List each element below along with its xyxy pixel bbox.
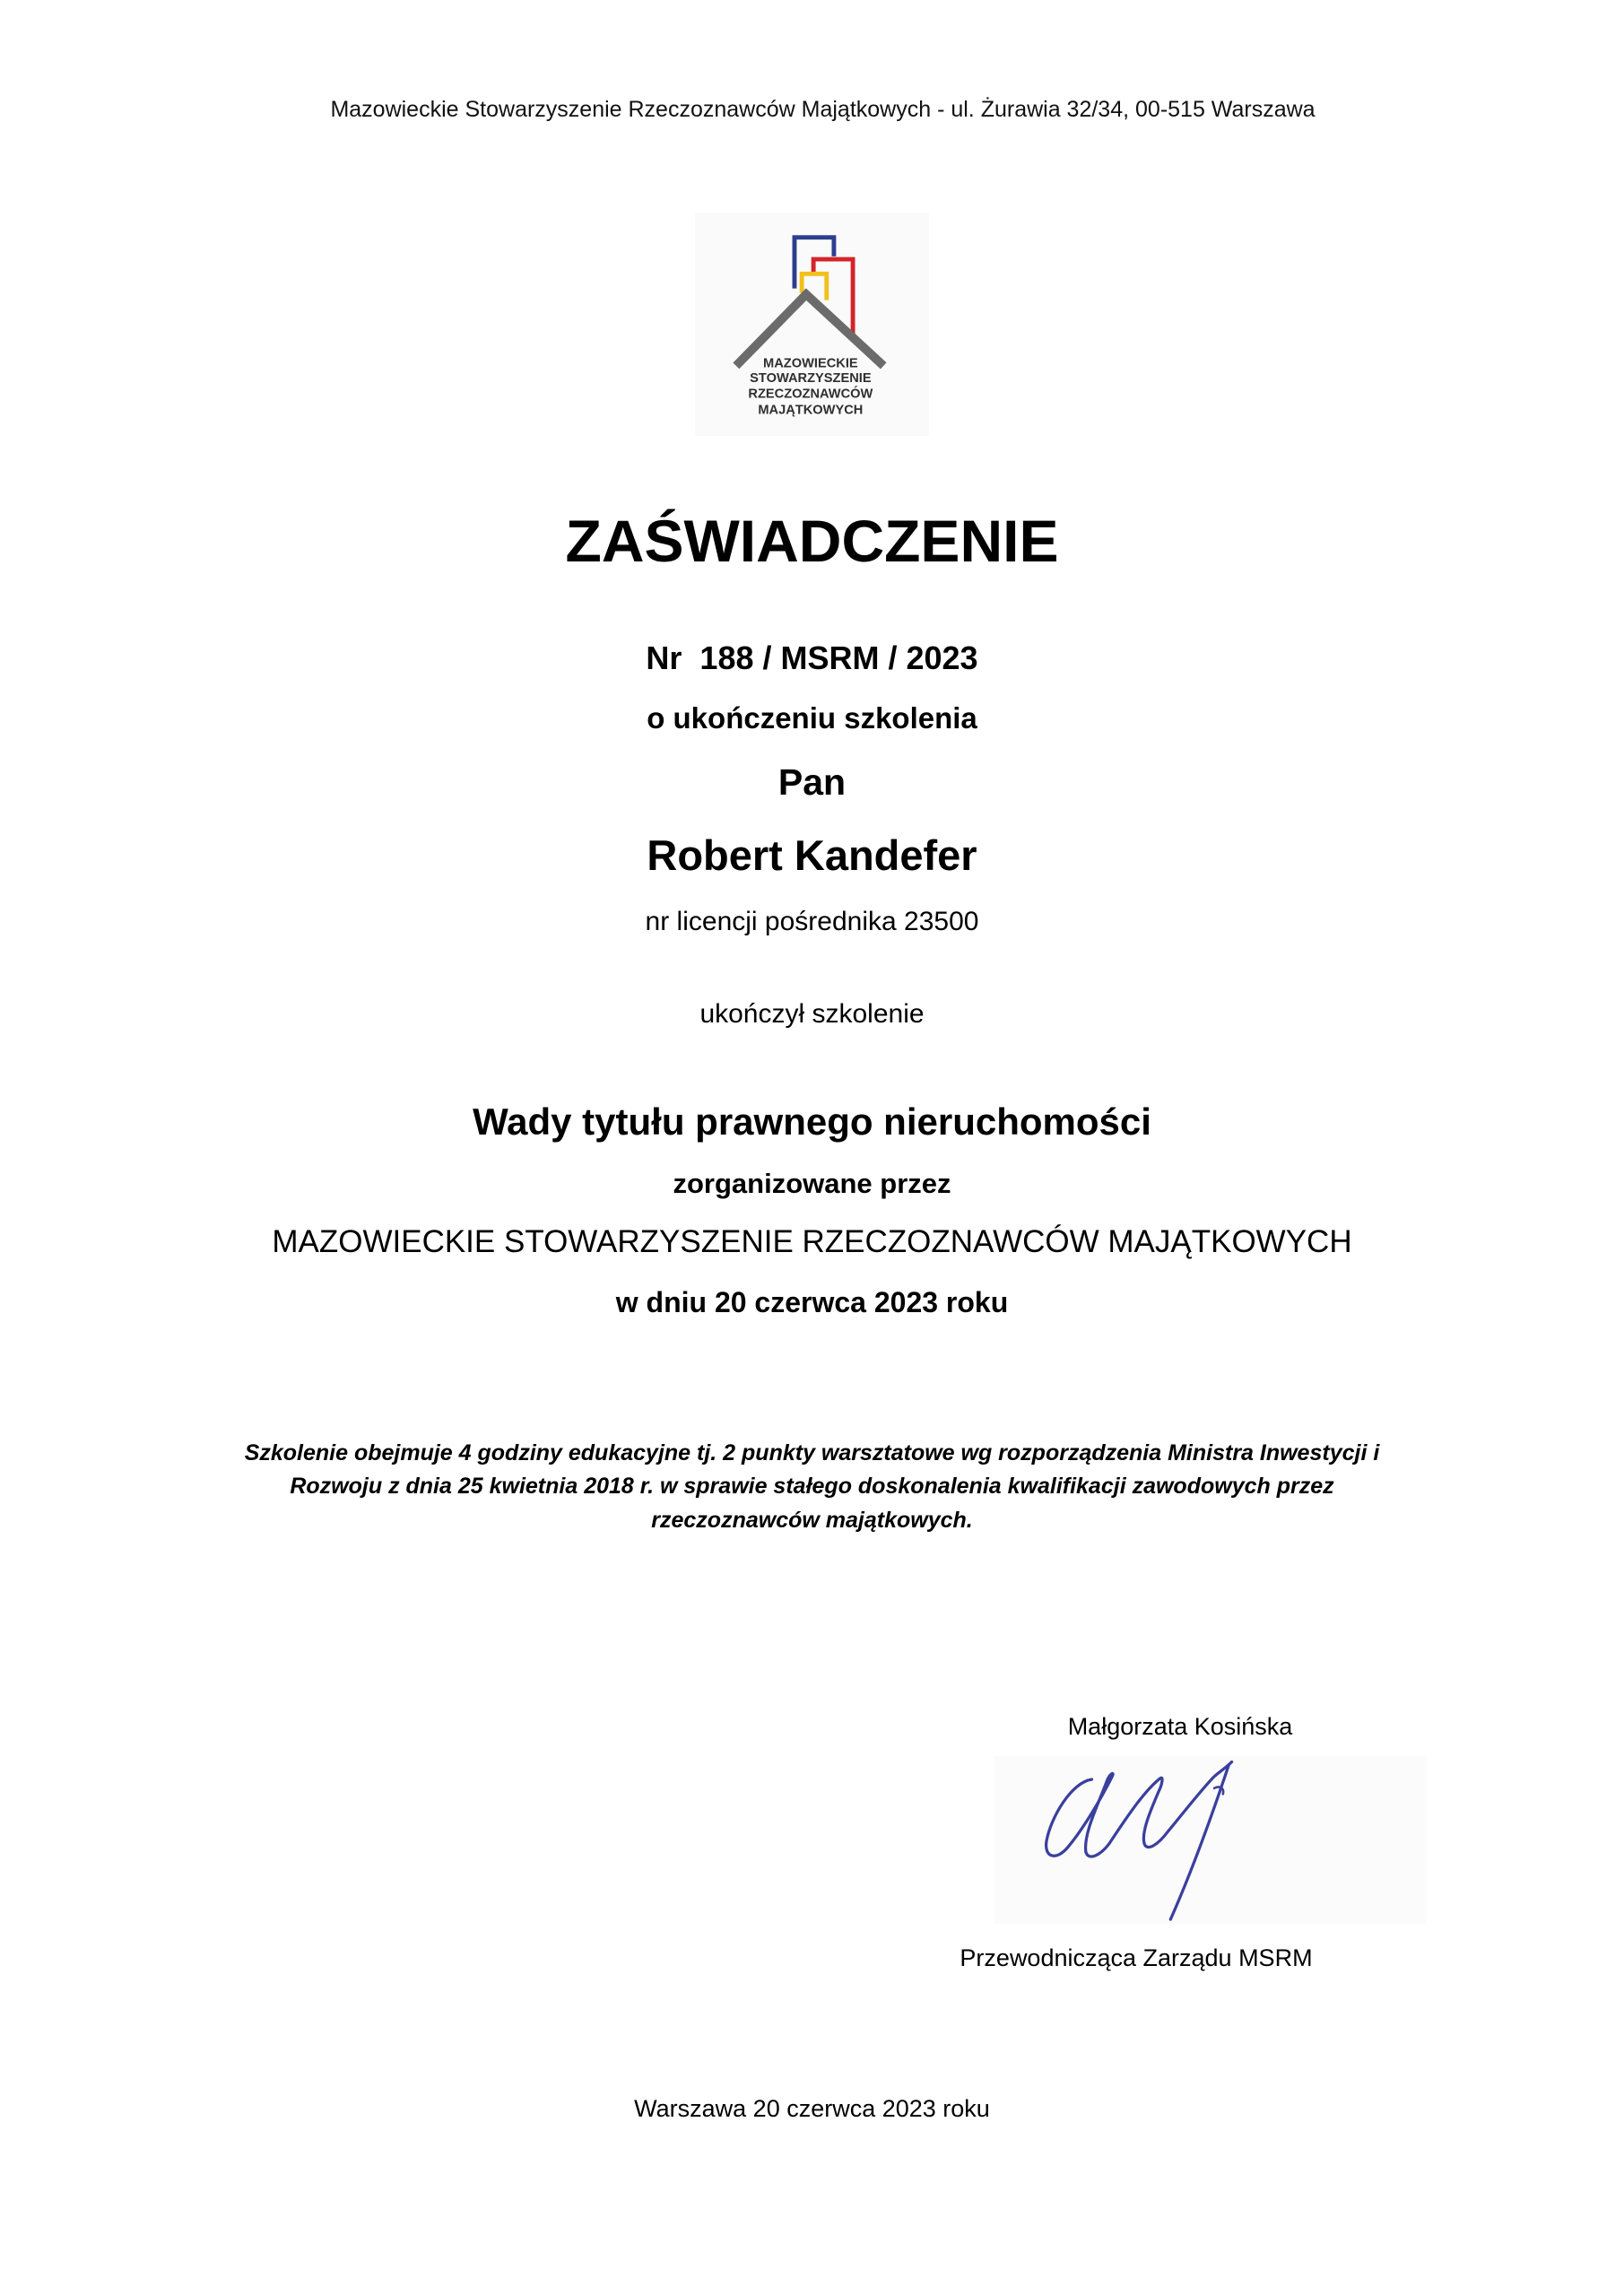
course-title: Wady tytułu prawnego nieruchomości [473,1100,1151,1143]
logo-text-line: MAJĄTKOWYCH [758,403,864,418]
organization-logo [695,213,929,436]
training-date: w dniu 20 czerwca 2023 roku [615,1286,1009,1318]
organizer-name: MAZOWIECKIE STOWARZYSZENIE RZECZOZNAWCÓW MAJĄTKOWYCH [272,1224,1352,1259]
signature-graphic [994,1756,1427,1924]
certificate-number: Nr 188 / MSRM / 2023 [646,639,978,676]
organized-by-label: zorganizowane przez [673,1168,951,1199]
completion-statement: ukończył szkolenie [699,999,925,1029]
training-note-line: rzeczoznawców majątkowych. [651,1508,973,1533]
logo-graphic [695,213,929,436]
certificate-title: ZAŚWIADCZENIE [565,508,1059,574]
signer-title: Przewodnicząca Zarządu MSRM [960,1944,1313,1971]
recipient-license: nr licencji pośrednika 23500 [645,907,979,936]
recipient-name: Robert Kandefer [647,831,977,879]
handwritten-signature [994,1756,1427,1924]
organization-address: Mazowieckie Stowarzyszenie Rzeczoznawców Majątkowych - ul. Żurawia 32/34, 00-515 Warszawa [330,97,1316,122]
training-note-line: Szkolenie obejmuje 4 godziny edukacyjne tj. 2 punkty warsztatowe wg rozporządzenia Ministra Inwestycji i [244,1440,1380,1465]
recipient-salutation: Pan [777,761,847,803]
logo-text-line: STOWARZYSZENIE [750,370,872,386]
logo-text-line: MAZOWIECKIE [763,356,858,371]
training-note-line: Rozwoju z dnia 25 kwietnia 2018 r. w sprawie stałego doskonalenia kwalifikacji zawodowych przez [290,1474,1334,1499]
logo-roof [736,294,883,366]
logo-text-line: RZECZOZNAWCÓW [748,387,873,402]
certificate-subtitle: o ukończeniu szkolenia [647,701,977,735]
signature-stroke [1046,1762,1232,1857]
signer-name: Małgorzata Kosińska [1067,1713,1293,1740]
place-and-date: Warszawa 20 czerwca 2023 roku [634,2095,990,2122]
